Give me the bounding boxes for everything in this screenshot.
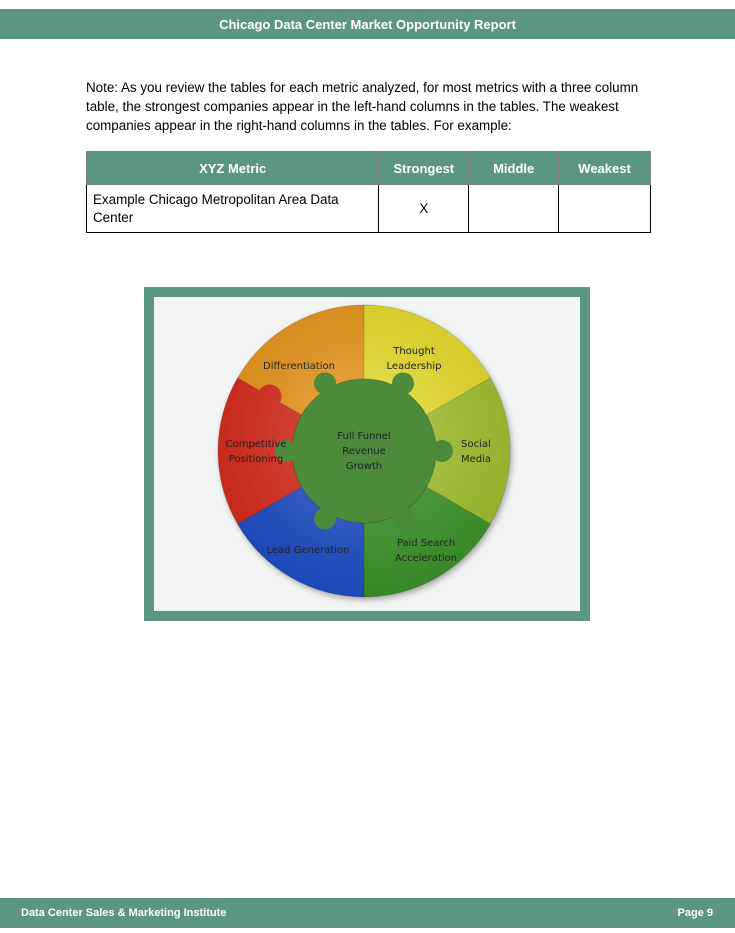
weakest-cell (559, 185, 651, 233)
puzzle-graphic-frame (144, 287, 590, 621)
column-header-middle: Middle (469, 152, 559, 185)
example-metric-table (86, 151, 651, 233)
middle-cell (469, 185, 559, 233)
center-piece-knob (392, 372, 414, 394)
column-header-metric: XYZ Metric (87, 152, 379, 185)
page-number: Page 9 (677, 907, 713, 919)
puzzle-circle-illustration (154, 297, 580, 611)
label-differentiation: Differentiation (263, 361, 335, 372)
label-social-media: Social Media (460, 439, 492, 465)
label-lead-generation: Lead Generation (266, 545, 350, 556)
row-name-cell: Example Chicago Metropolitan Area Data Center (87, 185, 379, 233)
table-header-row (87, 152, 651, 185)
puzzle-graphic (154, 297, 580, 611)
note-paragraph: Note: As you review the tables for each metric analyzed, for most metrics with a three column table, the strongest companies appear in the left-hand columns in the tables. The weakest companies appear in the right-hand columns in the tables. For example: (86, 80, 639, 133)
label-thought-leadership: Thought Leadership (386, 346, 442, 372)
strongest-cell: X (379, 185, 469, 233)
report-title: Chicago Data Center Market Opportunity Report (219, 16, 516, 32)
column-header-weakest: Weakest (559, 152, 651, 185)
table-row (87, 185, 651, 233)
footer-organization: Data Center Sales & Marketing Institute (21, 907, 227, 919)
label-full-funnel: Full Funnel Revenue Growth (337, 431, 391, 472)
center-piece-knob (431, 440, 453, 462)
label-competitive-positioning: Competitive Positioning (225, 439, 287, 465)
label-paid-search: Paid Search Acceleration (394, 538, 458, 564)
column-header-strongest: Strongest (379, 152, 469, 185)
center-piece-knob (314, 372, 336, 394)
report-footer (0, 898, 735, 928)
center-piece-knob (392, 508, 414, 530)
center-piece-knob (314, 508, 336, 530)
report-header (0, 9, 735, 39)
